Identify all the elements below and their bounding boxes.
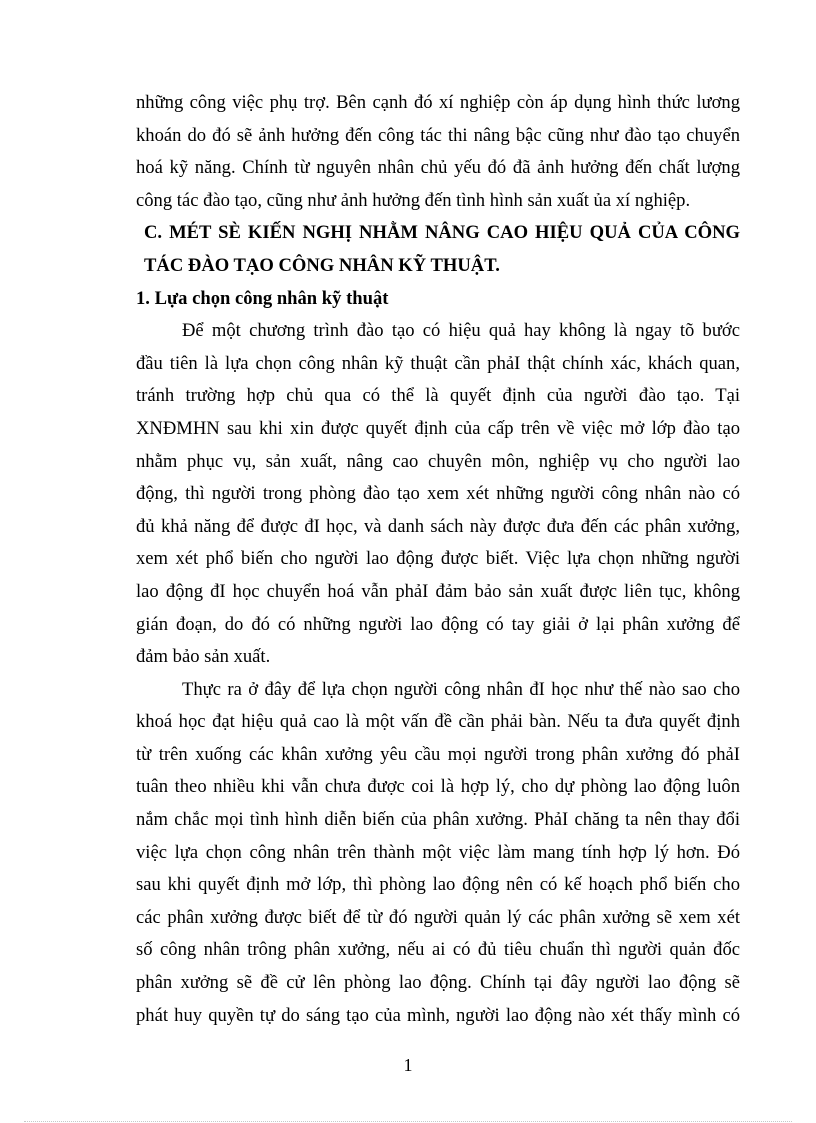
text-line: lao động đI học chuyển hoá vẫn phảI đảm bảo sản xuất được liên tục, không <box>136 580 740 602</box>
text-line: tránh trường hợp chủ qua có thể là quyết định của người đào tạo. Tại <box>136 385 740 407</box>
heading-line: C. MÉT SÈ KIẾN NGHỊ NHẰM NÂNG CAO HIỆU QUẢ CỦA CÔNG <box>144 222 740 244</box>
text-line: nắm chắc mọi tình hình diễn biến của phân xưởng. PhảI chăng ta nên thay đổi <box>136 809 740 831</box>
paragraph-2 <box>136 315 740 674</box>
text-line: đầu tiên là lựa chọn công nhân kỹ thuật cần phảI thật chính xác, khách quan, <box>136 352 740 374</box>
text-line: hoá kỹ năng. Chính từ nguyên nhân chủ yếu đó đã ảnh hưởng đến chất lượng <box>136 157 740 179</box>
text-line: Để một chương trình đào tạo có hiệu quả hay không là ngay tõ bước <box>182 320 740 342</box>
text-line: số công nhân trông phân xưởng, nếu ai có đủ tiêu chuẩn thì người quản đốc <box>136 939 740 961</box>
text-line: gián đoạn, do đó có những người lao động có tay giải ở lại phân xưởng để <box>136 613 740 635</box>
paragraph-1 <box>136 87 740 217</box>
text-line: việc lựa chọn công nhân trên thành một việc làm mang tính hợp lý hơn. Đó <box>136 841 740 863</box>
page-bottom-border <box>24 1121 792 1122</box>
heading-line: TÁC ĐÀO TẠO CÔNG NHÂN KỸ THUẬT. <box>144 254 500 276</box>
text-line: đủ khả năng để được đI học, và danh sách này được đưa đến các phân xưởng, <box>136 515 740 537</box>
paragraph-3 <box>136 674 740 1033</box>
text-line: đảm bảo sản xuất. <box>136 646 271 668</box>
text-line: XNĐMHN sau khi xin được quyết định của cấp trên về việc mở lớp đào tạo <box>136 417 740 439</box>
text-line: động, thì người trong phòng đào tạo xem xét những người công nhân nào có <box>136 483 740 505</box>
text-line: phát huy quyền tự do sáng tạo của mình, người lao động nào xét thấy mình có <box>136 1004 740 1026</box>
text-line: từ trên xuống các khân xưởng yêu cầu mọi người trong phân xưởng đó phảI <box>136 743 740 765</box>
text-line: sau khi quyết định mở lớp, thì phòng lao động nên có kế hoạch phổ biến cho <box>136 874 740 896</box>
text-line: các phân xưởng được biết để từ đó người quản lý các phân xưởng sẽ xem xét <box>136 906 740 928</box>
text-line: tuân theo nhiều khi vẫn chưa được coi là hợp lý, cho dự phòng lao động luôn <box>136 776 740 798</box>
subheading: 1. Lựa chọn công nhân kỹ thuật <box>136 287 389 309</box>
text-line: nhằm phục vụ, sản xuất, nâng cao chuyên môn, nghiệp vụ cho người lao <box>136 450 740 472</box>
text-line: công tác đào tạo, cũng như ảnh hưởng đến tình hình sản xuất ủa xí nghiệp. <box>136 189 691 211</box>
page-number: 1 <box>403 1055 413 1075</box>
document-body <box>136 87 740 1032</box>
text-line: phân xưởng sẽ đề cử lên phòng lao động. Chính tại đây người lao động sẽ <box>136 972 740 994</box>
text-line: khoá học đạt hiệu quả cao là một vấn đề cần phải bàn. Nếu ta đưa quyết định <box>136 711 740 733</box>
text-line: khoán do đó sẽ ảnh hưởng đến công tác thi nâng bậc cũng như đào tạo chuyển <box>136 124 740 146</box>
text-line: xem xét phổ biến cho người lao động được biết. Việc lựa chọn những người <box>136 548 740 570</box>
text-line: Thực ra ở đây để lựa chọn người công nhân đI học như thế nào sao cho <box>182 678 740 700</box>
section-heading <box>136 217 740 282</box>
text-line: những công việc phụ trợ. Bên cạnh đó xí nghiệp còn áp dụng hình thức lương <box>136 92 740 113</box>
